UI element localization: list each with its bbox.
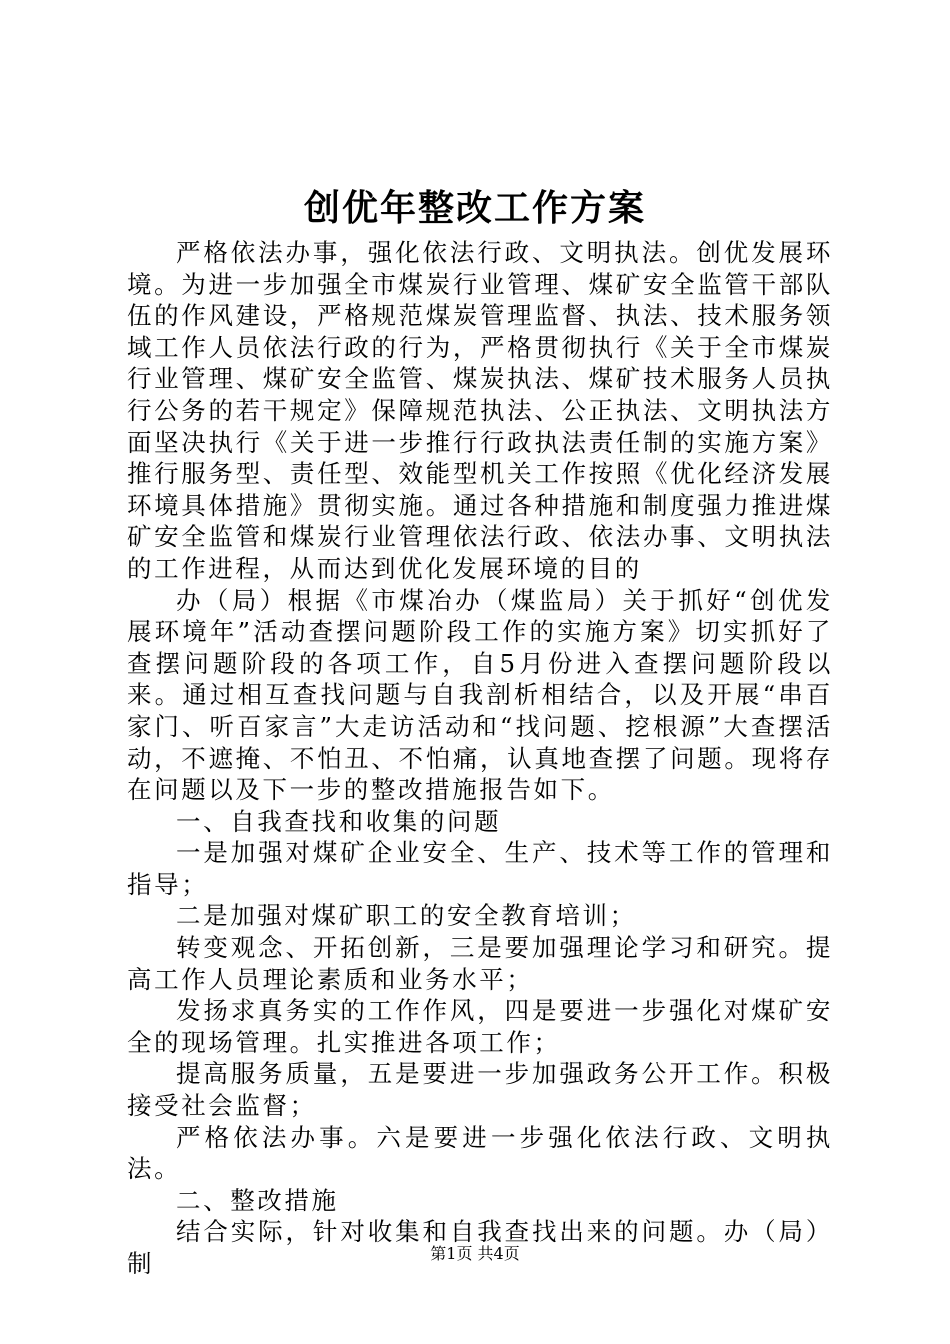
paragraph: 结合实际，针对收集和自我查找出来的问题。办（局）制: [127, 1217, 833, 1278]
section-heading: 一、自我查找和收集的问题: [176, 806, 502, 836]
paragraph: 提高服务质量，五是要进一步加强政务公开工作。积极接受社会监督；: [127, 1059, 833, 1121]
page-number-footer: 第1页 共4页: [430, 1244, 520, 1263]
paragraph: 二是加强对煤矿职工的安全教育培训；: [176, 901, 637, 931]
document-body: [127, 237, 833, 1280]
paragraph: 严格依法办事，强化依法行政、文明执法。创优发展环境。为进一步加强全市煤炭行业管理、煤矿安全监管干部队伍的作风建设，严格规范煤炭管理监督、执法、技术服务领域工作人员依法行政的行为，严格贯彻执行《关于全市煤炭行业管理、煤矿安全监管、煤炭执法、煤矿技术服务人员执行公务的若干规定》保障规范执法、公正执法、文明执法方面坚决执行《关于进一步推行行政执法责任制的实施方案》推行服务型、责任型、效能型机关工作按照《优化经济发展环境具体措施》贯彻实施。通过各种措施和制度强力推进煤矿安全监管和煤炭行业管理依法行政、依法办事、文明执法的工作进程，从而达到优化发展环境的目的: [127, 238, 833, 583]
paragraph: 办（局）根据《市煤冶办（煤监局）关于抓好“创优发展环境年”活动查摆问题阶段工作的实施方案》切实抓好了查摆问题阶段的各项工作，自5月份进入查摆问题阶段以来。通过相互查找问题与自我剖析相结合，以及开展“串百家门、听百家言”大走访活动和“找问题、挖根源”大查摆活动，不遮掩、不怕丑、不怕痛，认真地查摆了问题。现将存在问题以及下一步的整改措施报告如下。: [127, 585, 833, 805]
paragraph: 转变观念、开拓创新，三是要加强理论学习和研究。提高工作人员理论素质和业务水平；: [127, 933, 833, 994]
paragraph: 一是加强对煤矿企业安全、生产、技术等工作的管理和指导；: [127, 838, 833, 899]
section-heading: 二、整改措施: [176, 1185, 339, 1215]
paragraph: 严格依法办事。六是要进一步强化依法行政、文明执法。: [127, 1122, 833, 1184]
document-title: 创优年整改工作方案: [303, 187, 646, 229]
paragraph: 发扬求真务实的工作作风，四是要进一步强化对煤矿安全的现场管理。扎实推进各项工作；: [127, 996, 833, 1057]
